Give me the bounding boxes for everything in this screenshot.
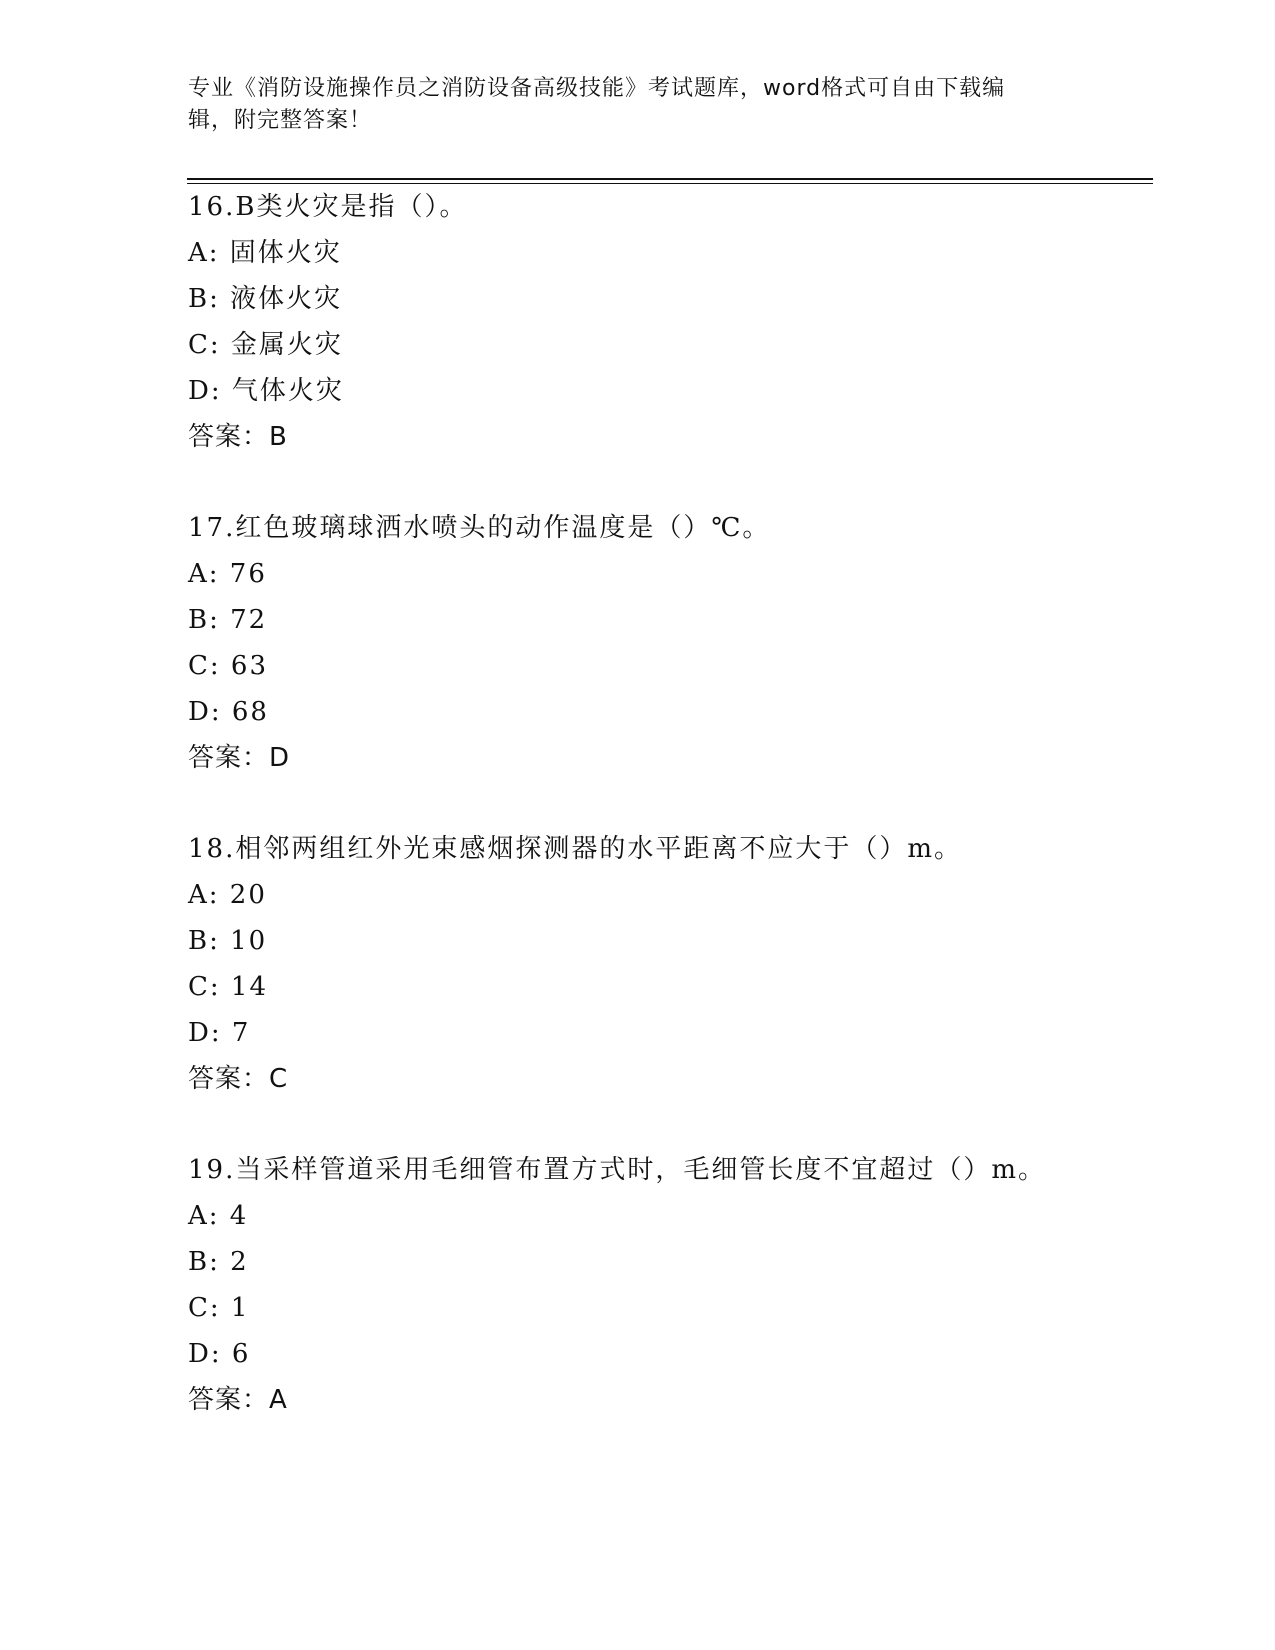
question-17 [188,505,1148,781]
option-a: A: 20 [188,880,267,910]
option-a: A: 76 [188,559,267,589]
document-header [188,73,1088,137]
answer-line: 答案：B [188,422,288,452]
question-stem: 18.相邻两组红外光束感烟探测器的水平距离不应大于（）m。 [188,834,963,864]
answer-line: 答案：D [188,743,291,773]
option-b: B: 10 [188,926,268,956]
question-stem: 17.红色玻璃球洒水喷头的动作温度是（）℃。 [188,513,771,543]
option-b: B: 液体火灾 [188,284,343,314]
question-16 [188,184,1148,460]
option-a: A: 4 [188,1201,249,1231]
option-d: D: 68 [188,697,269,727]
question-stem: 16.B类火灾是指（）。 [188,192,468,222]
option-d: D: 7 [188,1018,251,1048]
option-c: C: 金属火灾 [188,330,343,360]
option-a: A: 固体火灾 [188,238,342,268]
header-line-1: 专业《消防设施操作员之消防设备高级技能》考试题库，word格式可自由下载编 [188,76,1006,101]
option-d: D: 气体火灾 [188,376,344,406]
header-line-2: 辑，附完整答案！ [188,108,373,133]
answer-line: 答案：C [188,1064,289,1094]
header-divider-thick [187,178,1153,180]
question-stem: 19.当采样管道采用毛细管布置方式时，毛细管长度不宜超过（）m。 [188,1155,1047,1185]
option-c: C: 63 [188,651,269,681]
question-19 [188,1147,1148,1423]
answer-line: 答案：A [188,1385,288,1415]
option-d: D: 6 [188,1339,251,1369]
question-18 [188,826,1148,1102]
option-b: B: 72 [188,605,268,635]
option-c: C: 1 [188,1293,250,1323]
option-c: C: 14 [188,972,269,1002]
option-b: B: 2 [188,1247,249,1277]
